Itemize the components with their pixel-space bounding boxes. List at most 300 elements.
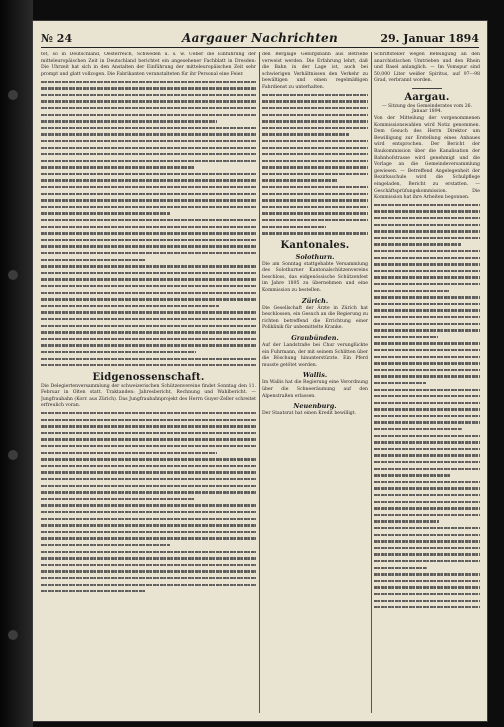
print-line [41,243,256,250]
print-line-ink [41,465,256,467]
print-line-ink [374,415,480,417]
print-line-ink [41,544,170,546]
print-line [374,386,480,393]
subheading-wallis: Wallis. [302,371,328,380]
print-line [374,551,480,558]
print-line [262,138,368,145]
print-line-ink [262,173,368,175]
column-2-filler [262,92,368,237]
print-line-ink [41,166,194,168]
print-line-ink [41,206,256,208]
print-line-ink [41,518,256,520]
print-line [41,581,256,588]
print-line [41,336,256,343]
print-line-ink [41,577,256,579]
print-line [374,571,480,578]
print-line [262,171,368,178]
print-line [41,482,256,489]
print-line-ink [41,173,256,175]
print-line [41,118,256,125]
print-line [41,283,256,290]
aargau-session-subheading: — Sitzung des Gemeinderates vom 26. Januar 1894. [381,103,473,114]
print-line-ink [374,573,480,575]
print-line [41,164,256,171]
print-line-ink [374,323,480,325]
print-line [41,111,256,118]
print-line-ink [262,160,368,162]
print-line [41,92,256,99]
section-heading-kantonales: Kantonales. [280,239,350,251]
print-line [41,416,256,423]
print-line-ink [374,389,480,391]
aargau-text: Von der Mitteilung der vorgenommenen Kommissionswahlen wird Notiz genommen. Dem Gesuch des Herrn Direktor um Bewilligung zur Erstellung eines Anbaues wird entsprochen. Der Bericht der Baukommission über die Kanalisation der Bahnhofstrasse wird genehmigt und die Vorlage an die Gemeindeversammlung gewiesen. — Betreffend Angelegenheit der Bezirksschule wird die Schulpflege eingeladen, Bericht zu erstatten. — Geschäftsprüfungskommission. Die Kommission hat ihre Arbeiten begonnen. [374,115,480,201]
print-line [374,221,480,228]
print-line [374,261,480,268]
print-line [374,597,480,604]
print-line [41,555,256,562]
print-line [41,489,256,496]
print-line [41,204,256,211]
print-line [41,529,256,536]
print-line-ink [374,230,480,232]
print-line [374,479,480,486]
print-line-ink [41,331,256,333]
print-line-ink [374,349,480,351]
print-line-ink [41,311,256,313]
print-line-ink [41,412,256,414]
print-line-ink [262,153,368,155]
print-line [262,197,368,204]
print-line-ink [374,408,480,410]
print-line [374,498,480,505]
print-line [41,562,256,569]
print-line-ink [374,362,480,364]
print-line [41,463,256,470]
eidgenossenschaft-text: Die Delegiertenversammlung der schweizerischen Schützenvereine findet Sonntag den 11. Februar in Olten statt. Traktanden: Jahresbericht, Rechnung und Wahlbericht. — Jungfraubahn (Korr. aus Zürich). Das Jungfraubahnprojekt des Herrn Guyer-Zeller schreitet erfreulich voran. [41,383,256,409]
print-line [41,217,256,224]
print-line [374,274,480,281]
print-line-ink [262,232,368,234]
print-line-ink [262,219,368,221]
print-line [41,230,256,237]
print-line-ink [41,584,256,586]
print-line-ink [41,504,256,506]
print-line-ink [262,120,368,122]
print-line [41,78,256,85]
print-line [41,575,256,582]
print-line-ink [41,498,194,500]
print-line-ink [374,428,462,430]
print-line-ink [374,514,480,516]
print-line-ink [262,166,368,168]
print-line-ink [374,243,461,245]
print-line-ink [374,553,480,555]
print-line [262,92,368,99]
column-rule [259,52,260,713]
print-line [374,241,480,248]
print-line [374,340,480,347]
print-line [374,347,480,354]
column-3 [374,52,480,713]
column-1-intro-text: tet, so in Deutschland, Oesterreich, Schweden u. s. w. Ueber die Einführung der mitteleuropäischen Zeit in Deutschland berichtet ein angesehener Fachblatt in Dresden: Die Uhrzeit hat sich in den Anstalten der Einführung der mitteleuropäischen Zeit sehr prompt und glatt vollzogen. Die Fabrikanten veranstalteten für ihr Personal eine Feier. [41,52,256,77]
print-line [41,210,256,217]
print-line [41,250,256,257]
print-line-ink [374,507,480,509]
print-line-ink [41,133,256,135]
print-line-ink [262,179,337,181]
print-line-ink [41,140,256,142]
print-line-ink [41,100,256,102]
print-line [374,485,480,492]
newspaper-title: Aargauer Nachrichten [181,31,339,45]
print-line [374,314,480,321]
print-line-ink [41,272,256,274]
print-line [374,327,480,334]
print-line [262,210,368,217]
print-line-ink [41,127,256,129]
print-line [262,151,368,158]
print-line [374,268,480,275]
print-line-ink [41,452,217,454]
print-line-ink [41,219,256,221]
print-line [41,542,256,549]
print-line-ink [374,283,480,285]
print-line [41,509,256,516]
print-line-ink [262,94,368,96]
print-line-ink [41,94,256,96]
print-line-ink [41,199,256,201]
print-line [374,202,480,209]
print-line-ink [262,193,368,195]
print-line-ink [374,600,480,602]
print-line-ink [41,259,146,261]
print-line-ink [41,285,256,287]
print-line [374,505,480,512]
print-line [41,131,256,138]
print-line [41,303,256,310]
column-2-intro-text: den Berglage Gebirgsbahn aus Betriebe verweist werden. Die Erfahrung lehrt, daß die Bahn in der Lage ist, auch bei schwierigen Verhältnissen den Verkehr zu bewältigen und einen regelmäßigen Fahrdienst zu unterhalten. [262,52,368,90]
print-line-ink [374,468,480,470]
print-line [41,469,256,476]
print-line [41,276,256,283]
subheading-zuerich: Zürich. [301,296,329,305]
zuerich-text: Die Gesellschaft der Ärzte in Zürich hat beschlossen, ein Gesuch an die Regierung zu richten betreffend die Errichtung einer Poliklinik für unbemittelte Kranke. [262,305,368,331]
print-line-ink [374,534,480,536]
print-line-ink [374,224,480,226]
print-line [262,223,368,230]
print-line-ink [374,342,480,344]
print-line [41,296,256,303]
print-line [374,413,480,420]
print-line-ink [374,454,480,456]
print-line [374,393,480,400]
print-line [41,256,256,263]
print-line-ink [374,316,480,318]
print-line-ink [374,501,480,503]
column-3-filler [374,202,480,611]
print-line-ink [374,250,480,252]
print-line-ink [262,114,368,116]
print-line-ink [41,107,256,109]
print-line-ink [41,485,256,487]
print-line [41,515,256,522]
print-line [41,436,256,443]
issue-number: № 24 [41,32,73,45]
print-line-ink [41,226,256,228]
print-line-ink [41,471,256,473]
print-line-ink [374,448,480,450]
print-line-ink [41,358,256,360]
print-line-ink [374,435,480,437]
print-line-ink [41,147,256,149]
print-line [41,449,256,456]
print-line-ink [374,329,480,331]
print-line-ink [374,441,480,443]
print-line-ink [41,252,256,254]
print-line [41,476,256,483]
print-line [374,465,480,472]
print-line-ink [374,402,480,404]
print-line [262,98,368,105]
print-line-ink [374,382,426,384]
print-line [374,254,480,261]
print-line [374,215,480,222]
binding-hole [8,270,18,280]
print-line-ink [41,114,256,116]
print-line [374,452,480,459]
print-line [41,190,256,197]
subheading-neuenburg: Neuenburg. [293,402,337,411]
print-line [262,177,368,184]
print-line [41,329,256,336]
print-line-ink [262,133,349,135]
separator-rule [412,88,442,89]
print-line [374,380,480,387]
wallis-text: Im Wallis hat die Regierung eine Verordnung über die Schneeräumung auf den Alpenstraßen erlassen. [262,380,368,399]
binding-hole [8,630,18,640]
print-line-ink [41,351,196,353]
print-line [262,144,368,151]
print-line [374,248,480,255]
print-line-ink [41,325,256,327]
print-line [41,171,256,178]
print-line-ink [374,257,480,259]
print-line [41,158,256,165]
print-line [262,217,368,224]
print-line [374,459,480,466]
subheading-solothurn: Solothurn. [295,252,335,261]
column-3-intro-text: Schriftsteller wegen Beteiligung an den anarchistischen Umtrieben und den Rhein und Basel anlanglich. — Im Vomspur sind 50,000 Liter weißer Spiritus, auf 97—98 Grad, verbrannt worden. [374,52,480,84]
print-line [374,558,480,565]
print-line [41,105,256,112]
neuenburg-text: Der Staatsrat hat einen Kredit bewilligt. [262,411,357,417]
print-line [41,125,256,132]
print-line-ink [374,560,480,562]
print-line-ink [41,590,146,592]
print-line-ink [41,278,256,280]
print-line-ink [374,527,480,529]
print-line [41,270,256,277]
print-line-ink [374,204,480,206]
column-rule [371,52,372,713]
newspaper-page [33,21,487,721]
print-line [41,456,256,463]
print-line-ink [41,120,217,122]
print-line [41,309,256,316]
print-line-ink [41,160,256,162]
print-line-ink [374,606,480,608]
print-line [41,568,256,575]
print-line [41,98,256,105]
print-line-ink [262,226,326,228]
print-line-ink [41,564,256,566]
print-line-ink [41,305,219,307]
print-line-ink [41,551,256,553]
print-line-ink [374,217,480,219]
binding-hole [8,450,18,460]
binding-holes [8,90,20,650]
print-line [374,228,480,235]
print-line-ink [262,147,368,149]
column-2 [262,52,368,713]
print-line [41,237,256,244]
print-line-ink [41,179,256,181]
print-line-ink [41,364,256,366]
print-line [41,316,256,323]
print-line [374,281,480,288]
print-line [374,334,480,341]
print-line [374,518,480,525]
print-line-ink [262,127,368,129]
print-line [41,535,256,542]
print-line [262,184,368,191]
print-line [374,545,480,552]
print-line-ink [374,210,480,212]
print-line-ink [374,263,480,265]
print-line [41,177,256,184]
print-line-ink [41,338,256,340]
print-line-ink [374,303,480,305]
print-line [41,548,256,555]
book-binding-edge [0,0,33,727]
print-line-ink [374,369,480,371]
print-line-ink [374,336,438,338]
print-line [41,443,256,450]
print-line-ink [374,487,480,489]
binding-hole [8,90,18,100]
print-line-ink [41,557,256,559]
print-line [41,362,256,369]
print-line-ink [41,265,256,267]
print-line [374,446,480,453]
print-line [374,525,480,532]
print-line-ink [41,458,256,460]
print-line-ink [41,511,256,513]
print-line [374,492,480,499]
print-line-ink [262,107,368,109]
print-line [374,591,480,598]
print-line [41,342,256,349]
print-line-ink [41,531,256,533]
print-line [374,294,480,301]
print-line-ink [41,153,256,155]
print-line-ink [41,537,256,539]
section-heading-aargau: Aargau. [404,91,450,103]
print-line-ink [374,356,480,358]
issue-date: 29. Januar 1894 [380,32,479,45]
print-line [374,320,480,327]
print-line [374,353,480,360]
print-line [262,164,368,171]
print-line-ink [41,87,256,89]
print-line-ink [41,193,256,195]
print-line [262,118,368,125]
print-line [41,496,256,503]
print-line [374,400,480,407]
print-line [374,287,480,294]
print-line [374,538,480,545]
print-line-ink [41,81,256,83]
print-line [374,235,480,242]
print-line [41,502,256,509]
print-line-ink [374,481,480,483]
print-line [374,584,480,591]
print-line [41,430,256,437]
print-line-ink [41,232,256,234]
print-line [262,131,368,138]
section-heading-eidgenossenschaft: Eidgenossenschaft. [92,371,205,383]
print-line [374,419,480,426]
solothurn-text: Die am Sonntag stattgehabte Versammlung des Solothurner Kantonalschützenvereins beschloss, das eidgenössische Schützenfest im Jahre 1895 zu übernehmen und eine Kommission zu bestellen. [262,261,368,293]
print-line-ink [374,494,480,496]
print-line [41,151,256,158]
print-line-ink [374,567,427,569]
print-line-ink [374,421,480,423]
print-line-ink [374,520,439,522]
print-line-ink [262,186,368,188]
print-line-ink [41,318,256,320]
print-line-ink [374,540,480,542]
print-line [262,230,368,237]
print-line [374,307,480,314]
print-line-ink [41,298,256,300]
print-line-ink [41,524,256,526]
print-line-ink [41,245,256,247]
print-line-ink [374,270,480,272]
print-line-ink [41,186,256,188]
print-line [374,578,480,585]
print-line [41,263,256,270]
print-line-ink [41,445,256,447]
print-line [374,208,480,215]
column-1-filler [41,78,256,368]
print-line [374,432,480,439]
print-line [41,144,256,151]
print-line-ink [41,432,256,434]
print-line [374,531,480,538]
column-1 [41,52,256,713]
graubuenden-text: Auf der Landstraße bei Chur verunglückte ein Fuhrmann, der mit seinem Schlitten über die Böschung hinunterstürzte. Ein Pferd musste getötet werden. [262,342,368,368]
column-1-filler-bottom [41,410,256,595]
print-line [374,360,480,367]
print-line [374,406,480,413]
print-line-ink [41,212,170,214]
print-line-ink [41,292,256,294]
print-line-ink [262,100,368,102]
print-line-ink [374,309,480,311]
print-line-ink [41,425,256,427]
print-line [262,125,368,132]
